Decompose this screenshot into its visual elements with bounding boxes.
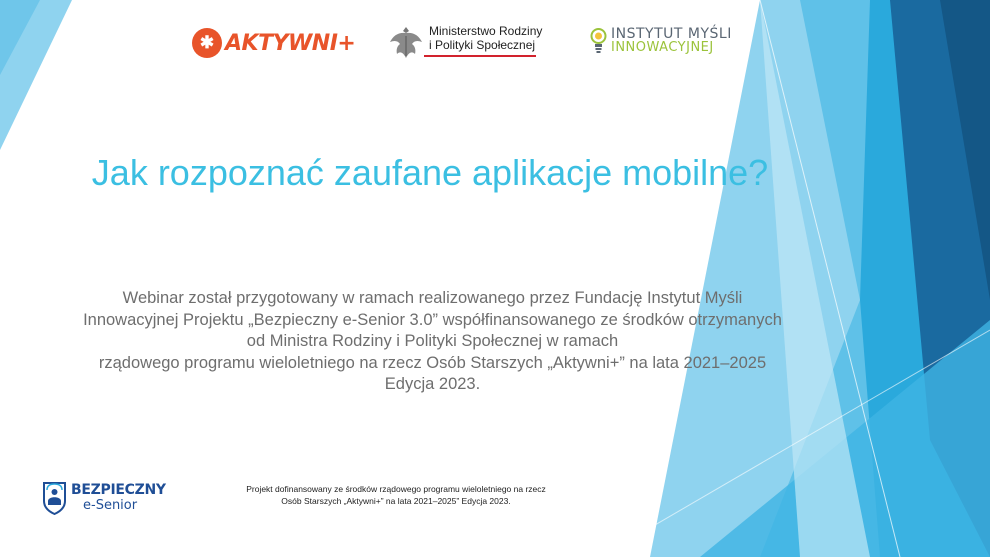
footnote-line: Osób Starszych „Aktywni+” na lata 2021–2025” Edycja 2023. [281,496,511,506]
instytut-logo [590,27,732,55]
bezpieczny-logo [42,481,166,515]
slide-title: Jak rozpoznać zaufane aplikacje mobilne? [91,152,769,193]
slide-body [50,288,815,396]
bezpieczny-name: BEZPIECZNY e-Senior [71,482,166,513]
aktywni-logo [192,28,355,58]
aktywni-wordmark: AKTYWNI+ [225,30,356,56]
body-line: rządowego programu wieloletniego na rzecz Osób Starszych „Aktywni+” na lata 2021–2025 [98,353,767,372]
body-line: Innowacyjnej Projektu „Bezpieczny e-Senior 3.0” współfinansowanego ze środków otrzymanych [83,310,782,329]
eagle-icon [388,24,424,62]
footnote-line: Projekt dofinansowany ze środków rządowego programu wieloletniego na rzecz [246,484,546,494]
body-line: Edycja 2023. [384,375,481,393]
body-line: od Ministra Rodziny i Polityki Społecznej w ramach [246,332,619,350]
funding-footnote [210,483,582,507]
body-line: Webinar został przygotowany w ramach realizowanego przez Fundację Instytut Myśli [122,289,743,307]
lightbulb-icon [590,27,607,55]
runner-icon: ✱ [192,28,222,58]
ministerstwo-underline [424,55,536,57]
shield-icon [42,481,67,515]
ministerstwo-logo [388,24,542,62]
ministerstwo-name: Ministerstwo Rodziny i Polityki Społecznej [429,24,543,52]
instytut-name: INSTYTUT MYŚLI INNOWACYJNEJ [611,26,732,55]
